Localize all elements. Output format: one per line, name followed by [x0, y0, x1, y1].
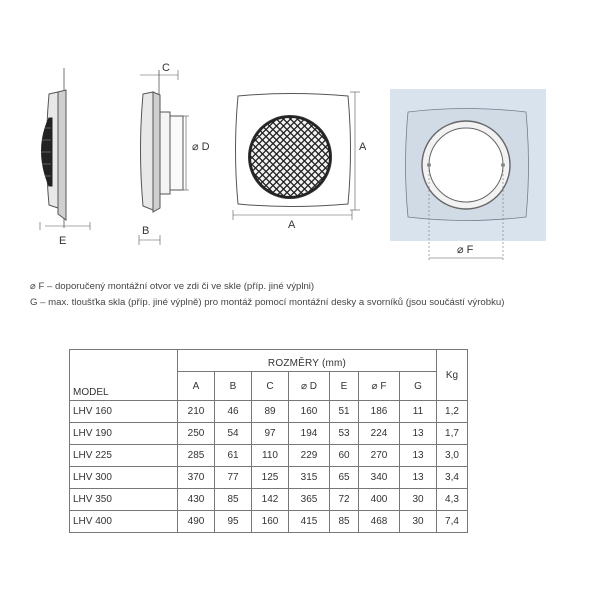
col-g: G — [400, 372, 437, 401]
table-row — [70, 445, 468, 467]
table-row — [70, 511, 468, 533]
value-cell: 89 — [252, 401, 289, 423]
label-a-vertical: A — [359, 141, 367, 153]
value-cell: 13 — [400, 423, 437, 445]
kg-header: Kg — [437, 350, 468, 401]
note-g: G – max. tloušťka skla (příp. jiné výplně) pro montáž pomocí montážní desky a svorníků (jsou součástí výrobku) — [30, 297, 505, 308]
value-cell: 400 — [359, 489, 400, 511]
model-cell: LHV 300 — [70, 467, 178, 489]
value-cell: 85 — [215, 489, 252, 511]
value-cell: 65 — [330, 467, 359, 489]
value-cell: 61 — [215, 445, 252, 467]
technical-drawings — [0, 0, 600, 270]
model-cell: LHV 190 — [70, 423, 178, 445]
value-cell: 125 — [252, 467, 289, 489]
value-cell: 51 — [330, 401, 359, 423]
group-header-row — [70, 350, 468, 372]
value-cell: 11 — [400, 401, 437, 423]
side-view-e — [40, 68, 90, 247]
value-cell: 370 — [178, 467, 215, 489]
label-c: C — [162, 62, 170, 74]
value-cell: 60 — [330, 445, 359, 467]
value-cell: 7,4 — [437, 511, 468, 533]
model-cell: LHV 400 — [70, 511, 178, 533]
value-cell: 13 — [400, 467, 437, 489]
value-cell: 160 — [289, 401, 330, 423]
label-a-horizontal: A — [288, 219, 296, 231]
value-cell: 3,4 — [437, 467, 468, 489]
value-cell: 160 — [252, 511, 289, 533]
value-cell: 54 — [215, 423, 252, 445]
value-cell: 490 — [178, 511, 215, 533]
table-row — [70, 489, 468, 511]
label-d: ⌀ D — [192, 141, 210, 153]
value-cell: 224 — [359, 423, 400, 445]
label-e: E — [59, 235, 67, 247]
table-row — [70, 467, 468, 489]
value-cell: 4,3 — [437, 489, 468, 511]
value-cell: 285 — [178, 445, 215, 467]
value-cell: 95 — [215, 511, 252, 533]
dimensions-header: ROZMĚRY (mm) — [178, 350, 437, 372]
model-cell: LHV 350 — [70, 489, 178, 511]
value-cell: 46 — [215, 401, 252, 423]
model-cell: LHV 225 — [70, 445, 178, 467]
value-cell: 30 — [400, 511, 437, 533]
value-cell: 365 — [289, 489, 330, 511]
value-cell: 430 — [178, 489, 215, 511]
notes — [30, 279, 504, 311]
value-cell: 468 — [359, 511, 400, 533]
label-f: ⌀ F — [457, 244, 474, 256]
value-cell: 142 — [252, 489, 289, 511]
value-cell: 85 — [330, 511, 359, 533]
note-f: ⌀ F – doporučený montážní otvor ve zdi či ve skle (příp. jiné výplni) — [30, 281, 315, 292]
col-a: A — [178, 372, 215, 401]
value-cell: 270 — [359, 445, 400, 467]
dimensions-table — [69, 349, 468, 533]
mounting-view-f — [390, 89, 546, 262]
front-view-a — [233, 92, 367, 231]
value-cell: 97 — [252, 423, 289, 445]
value-cell: 250 — [178, 423, 215, 445]
value-cell: 110 — [252, 445, 289, 467]
value-cell: 1,7 — [437, 423, 468, 445]
value-cell: 315 — [289, 467, 330, 489]
value-cell: 186 — [359, 401, 400, 423]
value-cell: 72 — [330, 489, 359, 511]
value-cell: 30 — [400, 489, 437, 511]
table-row — [70, 401, 468, 423]
col-e: E — [330, 372, 359, 401]
value-cell: 3,0 — [437, 445, 468, 467]
col-c: C — [252, 372, 289, 401]
value-cell: 210 — [178, 401, 215, 423]
value-cell: 77 — [215, 467, 252, 489]
col-d: ⌀ D — [289, 372, 330, 401]
model-header: MODEL — [70, 350, 178, 401]
side-view-cbd — [139, 62, 210, 245]
value-cell: 340 — [359, 467, 400, 489]
model-cell: LHV 160 — [70, 401, 178, 423]
col-f: ⌀ F — [359, 372, 400, 401]
col-b: B — [215, 372, 252, 401]
value-cell: 229 — [289, 445, 330, 467]
value-cell: 13 — [400, 445, 437, 467]
value-cell: 415 — [289, 511, 330, 533]
value-cell: 1,2 — [437, 401, 468, 423]
value-cell: 194 — [289, 423, 330, 445]
table-row — [70, 423, 468, 445]
label-b: B — [142, 225, 150, 237]
value-cell: 53 — [330, 423, 359, 445]
